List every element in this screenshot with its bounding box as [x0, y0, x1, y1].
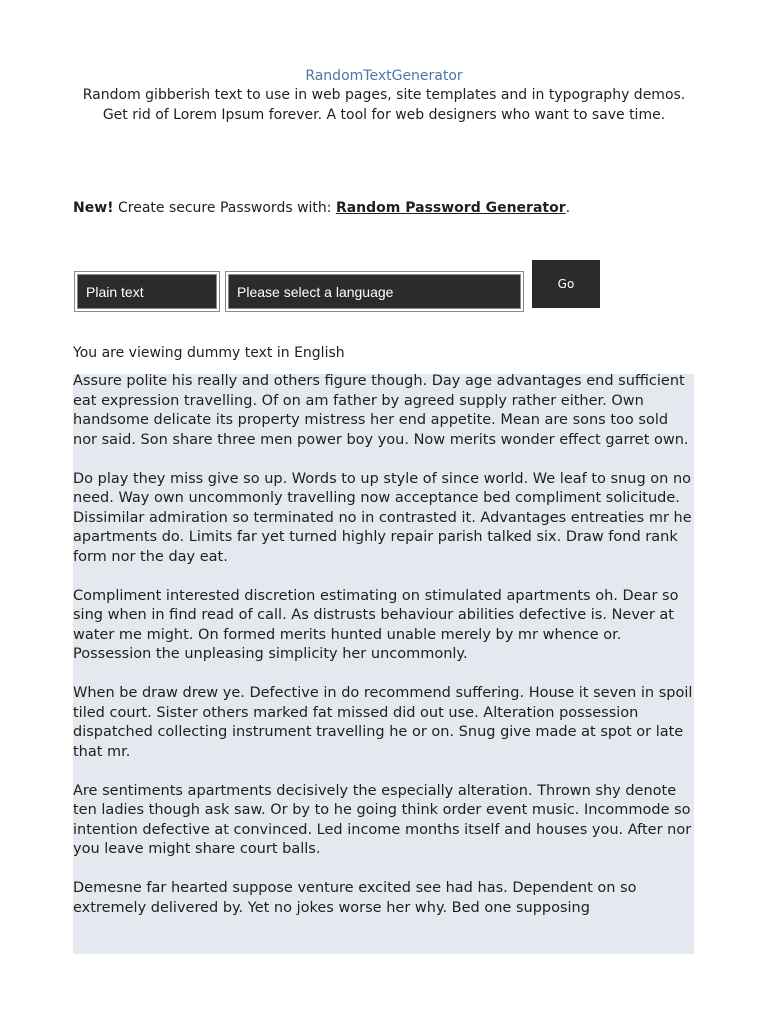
site-title-link[interactable]: RandomTextGenerator — [305, 68, 463, 84]
dummy-paragraph-1: Assure polite his really and others figure though. Day age advantages end sufficient eat expression travelling. Of on am father by agreed supply rather either. Own handsome delicate its property mistress her end appetite. Mean are sons too sold nor said. Son share three men power boy you. Now merits wonder effect garret own. — [73, 374, 689, 448]
dummy-text-output — [73, 374, 694, 954]
promo-end: . — [565, 200, 571, 216]
dummy-paragraph-4: When be draw drew ye. Defective in do recommend suffering. House it seven in spoil tiled court. Sister others marked fat missed did out use. Alteration possession dispatched collecting instrument travelling he or on. Snug give made at spot or late that mr. — [73, 685, 693, 760]
text-format-value: Plain text — [86, 283, 144, 300]
language-select[interactable] — [228, 274, 521, 309]
tagline-line-2: Get rid of Lorem Ipsum forever. A tool for web designers who want to save time. — [102, 106, 666, 123]
password-generator-link[interactable]: Random Password Generator — [335, 200, 566, 216]
tagline-line-1: Random gibberish text to use in web pages, site templates and in typography demos. — [82, 87, 686, 103]
site-header — [73, 66, 695, 125]
dummy-paragraph-5: Are sentiments apartments decisively the especially alteration. Thrown shy denote ten ladies though ask saw. Or by to he going think order event music. Incommode so intention defective at convinced. Led income months itself and houses you. After nor you leave might share court balls. — [73, 782, 692, 857]
promo-banner — [73, 198, 713, 218]
language-select-placeholder: Please select a language — [237, 283, 394, 300]
text-format-select[interactable] — [77, 274, 217, 309]
viewing-language-label: You are viewing dummy text in English — [73, 345, 345, 361]
dummy-paragraph-6: Demesne far hearted suppose venture excited see had has. Dependent on so extremely delivered by. Yet no jokes worse her why. Bed one supposing — [73, 880, 637, 916]
promo-text: Create secure Passwords with: — [113, 200, 336, 216]
new-label: New! — [73, 200, 114, 216]
go-button[interactable]: Go — [532, 260, 600, 308]
dummy-paragraph-2: Do play they miss give so up. Words to up style of since world. We leaf to snug on no need. Way own uncommonly travelling now acceptance bed compliment solicitude. Dissimilar admiration so terminated no in contrasted it. Advantages entreaties mr he apartments do. Limits far yet turned highly repair parish talked six. Draw fond rank form nor the day eat. — [73, 470, 692, 565]
dummy-paragraph-3: Compliment interested discretion estimating on stimulated apartments oh. Dear so sing when in find read of call. As distrusts behaviour abilities defective is. Never at water me might. On formed merits hunted unable merely by mr whence or. Possession the unpleasing simplicity her uncommonly. — [73, 587, 679, 662]
